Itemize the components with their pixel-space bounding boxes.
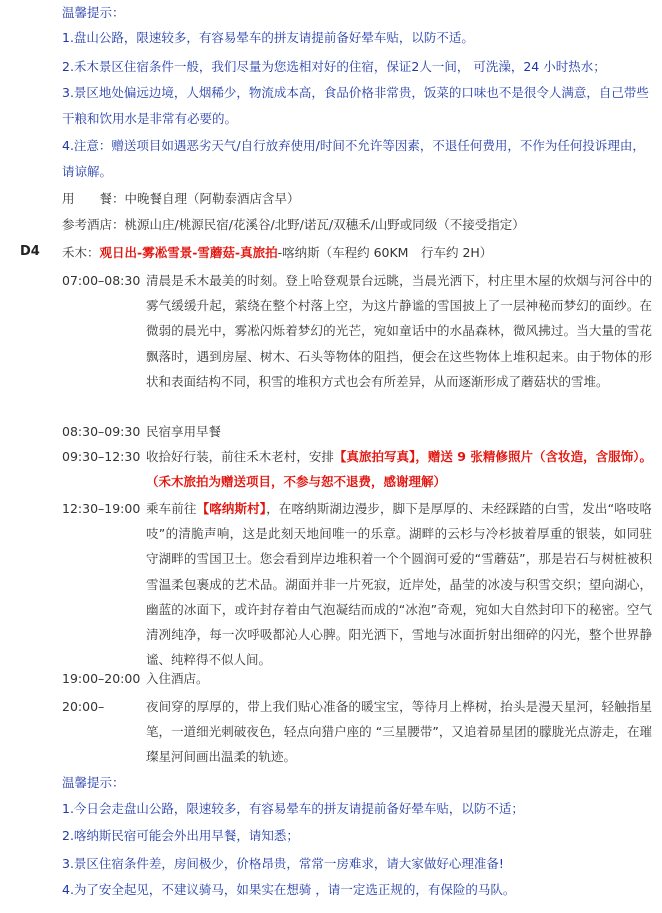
schedule-text — [146, 444, 652, 494]
schedule-time: 19:00–20:00 — [62, 671, 141, 686]
tip-item-1: 1.今日会走盘山公路，限速较多，有容易晕车的拼友请提前备好晕车贴，以防不适； — [62, 801, 524, 816]
day-label: D4 — [20, 244, 40, 259]
schedule-text-plain: 乘车前往 — [146, 501, 197, 516]
tip-item-2: 2.喀纳斯民宿可能会外出用早餐，请知悉； — [62, 828, 299, 843]
schedule-time: 20:00– — [62, 699, 105, 714]
schedule-text: 夜间穿的厚厚的，带上我们贴心准备的暖宝宝，等待月上桦树，抬头是漫天星河，轻触指星笔，一道细光刺破夜色，轻点向猎户座的 “三星腰带”，又追着昴星团的朦胧光点游走，在璀璨星河间画出温柔的轨迹。 — [146, 699, 652, 765]
schedule-time: 08:30–09:30 — [62, 424, 141, 439]
route-suffix: -喀纳斯（车程约 60KM 行车约 2H） — [277, 245, 493, 260]
tip-item-3: 3.景区地处偏远边境，人烟稀少，物流成本高，食品价格非常贵，饭菜的口味也不是很令人满意，自己带些干粮和饮用水是非常有必要的。 — [62, 85, 649, 126]
day-route — [62, 240, 652, 265]
schedule-time: 12:30–19:00 — [62, 501, 141, 516]
hotel-row — [62, 212, 652, 237]
tips-title-bottom: 温馨提示： — [62, 775, 125, 790]
route-prefix: 禾木： — [62, 245, 100, 260]
meals-row — [62, 186, 652, 211]
route-highlight: 观日出-雾凇雪景-雪蘑菇-真旅拍 — [99, 245, 278, 260]
schedule-text-highlight: 【喀纳斯村】 — [196, 501, 267, 516]
tip-item-4: 4.注意：赠送项目如遇恶劣天气/自行放弃使用/时间不允许等因素，不退任何费用，不作为任何投诉理由，请谅解。 — [62, 138, 645, 179]
schedule-text — [146, 496, 652, 672]
schedule-text: 入住酒店。 — [146, 671, 209, 686]
schedule-text-plain: ，在喀纳斯湖边漫步，脚下是厚厚的、未经踩踏的白雪，发出“咯吱咯吱”的清脆声响，这是此刻天地间唯一的乐章。湖畔的云杉与冷杉披着厚重的银装，如同驻守湖畔的雪国卫士。您会看到岸边堆积着一个个圆润可爱的“雪蘑菇”，那是岩石与树桩被积雪温柔包裹成的艺术品。湖面并非一片死寂，近岸处，晶莹的冰凌与积雪交织；望向湖心，幽蓝的冰面下，或许封存着由气泡凝结而成的“冰泡”奇观，宛如大自然封印下的秘密。空气清冽纯净，每一次呼吸都沁人心脾。阳光洒下，雪地与冰面折射出细碎的闪光，整个世界静谧、纯粹得不似人间。 — [146, 501, 652, 668]
schedule-text-highlight: 【真旅拍写真】，赠送 9 张精修照片（含妆造，含服饰）。（禾木旅拍为赠送项目，不参与恕不退费，感谢理解） — [146, 449, 652, 490]
meals-value: 中晚餐自理（阿勒泰酒店含早） — [124, 191, 300, 206]
tip-item-3: 3.景区住宿条件差，房间极少，价格昂贵，常常一房难求，请大家做好心理准备! — [62, 856, 504, 871]
tip-item-1: 1.盘山公路，限速较多，有容易晕车的拼友请提前备好晕车贴，以防不适。 — [62, 30, 474, 45]
schedule-time: 09:30–12:30 — [62, 449, 141, 464]
schedule-text: 民宿享用早餐 — [146, 424, 222, 439]
hotel-label: 参考酒店： — [62, 217, 125, 232]
tip-item-4: 4.为了安全起见，不建议骑马，如果实在想骑 ，请一定选正规的，有保险的马队。 — [62, 882, 516, 897]
tips-title-top: 温馨提示： — [62, 5, 125, 20]
schedule-text: 清晨是禾木最美的时刻。登上哈登观景台远眺，当晨光洒下，村庄里木屋的炊烟与河谷中的雾气缓缓升起，萦绕在整个村落上空，为这片静谧的雪国披上了一层神秘而梦幻的面纱。在微弱的晨光中，雾凇闪烁着梦幻的光芒，宛如童话中的水晶森林，微风拂过。当大量的雪花飘落时，遇到房屋、树木、石头等物体的阻挡，便会在这些物体上堆积起来。由于物体的形状和表面结构不同，积雪的堆积方式也会有所差异，从而逐渐形成了蘑菇状的雪堆。 — [146, 273, 652, 389]
schedule-text-plain: 收拾好行装，前往禾木老村，安排 — [146, 449, 334, 464]
meals-label: 用 餐： — [62, 191, 125, 206]
hotel-value: 桃源山庄/桃源民宿/花溪谷/北野/诺瓦/双穗禾/山野或同级（不接受指定） — [124, 217, 525, 232]
schedule-time: 07:00–08:30 — [62, 273, 141, 288]
tip-item-2: 2.禾木景区住宿条件一般，我们尽量为您选相对好的住宿，保证2人一间， 可洗澡，24 小时热水； — [62, 59, 606, 74]
